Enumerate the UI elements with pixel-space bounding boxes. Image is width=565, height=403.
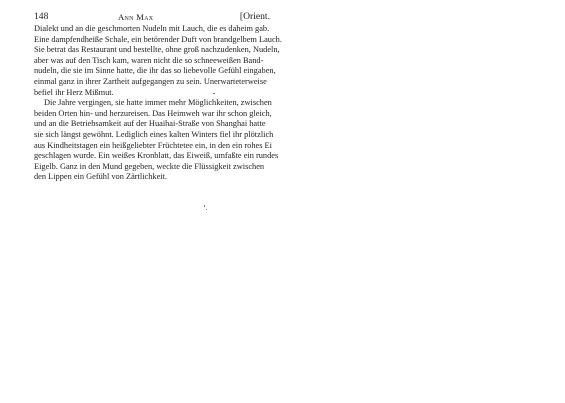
body-text — [34, 24, 282, 183]
text-line: einmal ganz in ihrer Zartheit aufgegangen zu sein. Unerwarteterweise — [34, 76, 267, 86]
page-number: 148 — [34, 11, 49, 22]
text-line: nudeln, die sie im Sinne hatte, die ihr das so liebevolle Gefühl eingaben, — [34, 66, 276, 76]
scan-speck — [213, 93, 215, 94]
text-line: Dialekt und an die geschmorten Nudeln mit Lauch, die es daheim gab. — [34, 24, 270, 33]
text-line: Sie betrat das Restaurant und bestellte, ohne groß nachzudenken, Nudeln, — [34, 45, 280, 55]
running-header-author: Ann Max — [118, 12, 154, 22]
text-line: Die Jahre vergingen, sie hatte immer mehr Möglichkeiten, zwischen — [44, 98, 272, 108]
text-line: den Lippen ein Gefühl von Zärtlichkeit. — [34, 172, 167, 182]
scan-speck — [204, 205, 205, 207]
scan-speck — [206, 209, 207, 210]
text-line: sie sich längst gewöhnt. Lediglich eines kalten Winters fiel ihr plötzlich — [34, 129, 274, 139]
text-line: Eine dampfendheiße Schale, ein betörender Duft von brandgelbem Lauch. — [34, 34, 282, 44]
text-line: aber was auf den Tisch kam, waren nicht die so schneeweißen Band- — [34, 55, 264, 65]
running-header-section: [Orient. — [239, 11, 270, 22]
paragraph-2 — [34, 98, 279, 183]
text-line: aus Kindheitstagen ein heißgeliebter Früchtetee ein, in den ein rohes Ei — [34, 140, 272, 150]
text-line: geschlagen wurde. Ein weißes Kronblatt, das Eiweiß, umfaßte ein rundes — [34, 151, 279, 161]
paragraph-1 — [34, 24, 282, 98]
text-line: und an die Betriebsamkeit auf der Huaihai-Straße von Shanghai hatte — [34, 119, 266, 129]
running-header — [34, 10, 270, 24]
text-line: Eigelb. Ganz in den Mund gegeben, weckte die Flüssigkeit zwischen — [34, 161, 265, 171]
text-line: beiden Orten hin- und herzureisen. Das Heimweh war ihr schon gleich, — [34, 108, 272, 118]
text-line: befiel ihr Herz Mißmut. — [34, 87, 114, 97]
